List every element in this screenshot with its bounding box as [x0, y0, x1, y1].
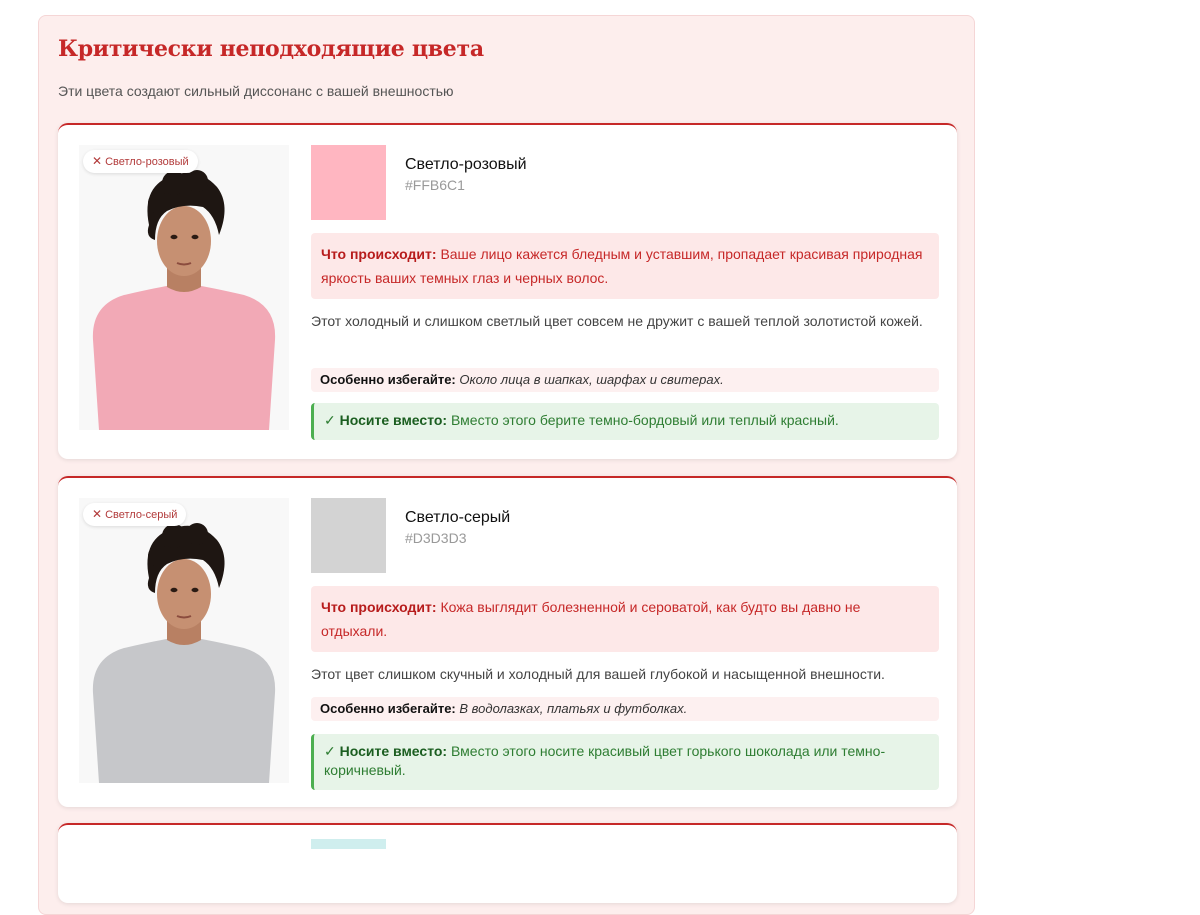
model-illustration [79, 145, 289, 430]
section-title: Критически неподходящие цвета [58, 36, 484, 62]
color-description: Этот холодный и слишком светлый цвет совсем не дружит с вашей теплой золотистой кожей. [311, 313, 923, 329]
color-name: Светло-розовый [405, 156, 527, 173]
what-happens-box [311, 233, 939, 299]
rejected-badge [83, 150, 198, 173]
what-happens-text: Ваше лицо кажется бледным и уставшим, пропадает красивая природная яркость ваших темных глаз и черных волос. [321, 246, 923, 286]
model-illustration [79, 498, 289, 783]
avoid-label: Особенно избегайте: [320, 701, 456, 716]
avoid-text: Около лица в шапках, шарфах и свитерах. [459, 372, 724, 387]
model-photo [79, 498, 289, 783]
color-swatch [311, 145, 386, 220]
what-happens-text: Кожа выглядит болезненной и сероватой, как будто вы давно не отдыхали. [321, 599, 861, 639]
color-hex: #FFB6C1 [405, 177, 465, 193]
badge-label: Светло-серый [105, 509, 178, 521]
avoid-label: Особенно избегайте: [320, 372, 456, 387]
what-happens-label: Что происходит: [321, 246, 437, 262]
color-hex: #D3D3D3 [405, 530, 467, 546]
wear-label: Носите вместо: [339, 743, 448, 759]
wear-text: Вместо этого носите красивый цвет горького шоколада или темно-коричневый. [324, 743, 886, 778]
color-card-light-pink [58, 123, 957, 459]
section-subtitle: Эти цвета создают сильный диссонанс с вашей внешностью [58, 83, 454, 99]
rejected-badge [83, 503, 186, 526]
check-icon: ✓ [324, 412, 336, 428]
color-card-next [58, 823, 957, 903]
wear-label: Носите вместо: [339, 412, 448, 428]
color-swatch [311, 498, 386, 573]
color-swatch [311, 839, 386, 849]
avoid-box [311, 697, 939, 721]
color-description: Этот цвет слишком скучный и холодный для вашей глубокой и насыщенной внешности. [311, 666, 885, 682]
avoid-box [311, 368, 939, 392]
wear-instead-box [311, 734, 939, 790]
avoid-text: В водолазках, платьях и футболках. [459, 701, 688, 716]
unsuitable-colors-section [38, 15, 975, 915]
wear-instead-box [311, 403, 939, 440]
model-photo [79, 145, 289, 430]
close-icon: ✕ [92, 507, 103, 521]
close-icon: ✕ [92, 154, 103, 168]
wear-text: Вместо этого берите темно-бордовый или теплый красный. [450, 412, 839, 428]
color-name: Светло-серый [405, 509, 511, 526]
what-happens-box [311, 586, 939, 652]
badge-label: Светло-розовый [105, 156, 189, 168]
color-card-light-gray [58, 476, 957, 807]
check-icon: ✓ [324, 743, 336, 759]
what-happens-label: Что происходит: [321, 599, 437, 615]
